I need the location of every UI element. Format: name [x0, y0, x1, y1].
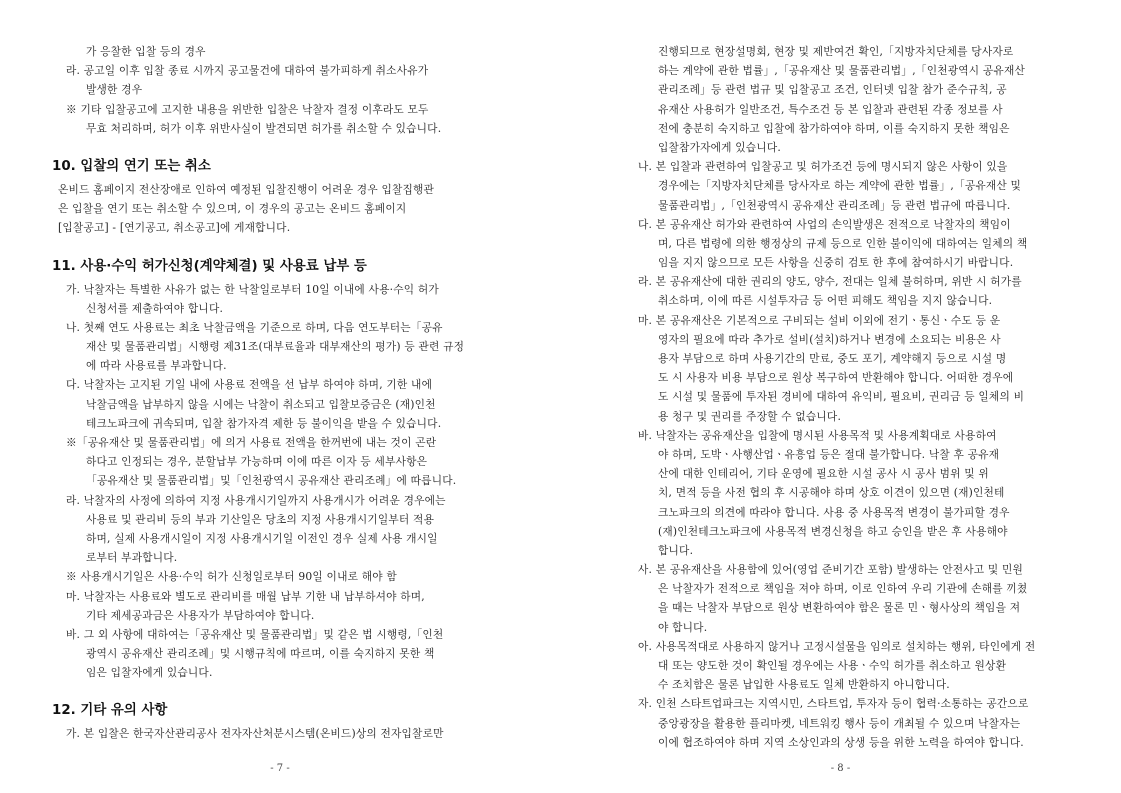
section-heading-11: 11. 사용·수익 허가신청(계약체결) 및 사용료 납부 등: [52, 258, 367, 274]
text-line: 용자 부담으로 하며 사용기간의 만료, 중도 포기, 계약해지 등으로 시설 명: [658, 352, 1007, 365]
text-line: 사용료 및 관리비 등의 부과 기산일은 당초의 지정 사용개시기일부터 적용: [86, 512, 435, 526]
text-line: 가 응찰한 입찰 등의 경우: [86, 45, 206, 58]
text-line: 낙찰금액을 납부하지 않을 시에는 낙찰이 취소되고 입찰보증금은 (재)인천: [86, 397, 436, 411]
text-line: 나. 본 입찰과 관련하여 입찰공고 및 허가조건 등에 명시되지 않은 사항이 있을: [638, 160, 1008, 174]
text-line: 관리조례」등 관련 법규 및 입찰공고 조건, 인터넷 입찰 참가 준수규칙, 공: [658, 83, 1007, 97]
text-line: 영자의 필요에 따라 추가로 설비(설치)하거나 변경에 소요되는 비용은 사: [658, 332, 1001, 346]
text-line: 재산 및 물품관리법」시행령 제31조(대부료율과 대부재산의 평가) 등 관련 규정: [86, 340, 465, 354]
section-heading-10: 10. 입찰의 연기 또는 취소: [52, 158, 211, 174]
text-line: 신청서를 제출하여야 합니다.: [86, 301, 224, 315]
text-line: 산에 대한 인테리어, 기타 운영에 필요한 시설 공사 시 공사 범위 및 위: [658, 467, 989, 481]
text-line: 바. 낙찰자는 공유재산을 입찰에 명시된 사용목적 및 사용계획대로 사용하여: [638, 428, 997, 442]
page-left: [0, 0, 560, 793]
text-line: 마. 낙찰자는 사용료와 별도로 관리비를 매월 납부 기한 내 납부하셔야 하며,: [66, 589, 425, 603]
text-line: 며, 다른 법령에 의한 행정상의 규제 등으로 인한 불이익에 대하여는 일체의 책: [658, 236, 1028, 250]
text-line: 아. 사용목적대로 사용하지 않거나 고정시설물을 임의로 설치하는 행위, 타인에게 전: [638, 639, 1036, 653]
text-line: 기타 제세공과금은 사용자가 부담하여야 합니다.: [86, 608, 315, 622]
text-line: 나. 첫째 연도 사용료는 최초 낙찰금액을 기준으로 하며, 다음 연도부터는「공유: [66, 320, 443, 334]
text-line: 중앙광장을 활용한 플리마켓, 네트워킹 행사 등이 개최될 수 있으며 낙찰자는: [658, 716, 1021, 730]
text-line: 테크노파크에 귀속되며, 입찰 참가자격 제한 등 불이익을 받을 수 있습니다.: [86, 416, 442, 430]
text-line: 라. 본 공유재산에 대한 권리의 양도, 양수, 전대는 일체 불허하며, 위반 시 허가를: [638, 275, 1022, 289]
text-line: ※ 기타 입찰공고에 고지한 내용을 위반한 입찰은 낙찰자 결정 이후라도 모두: [66, 102, 429, 116]
text-line: 대 또는 양도한 것이 확인될 경우에는 사용ㆍ수익 허가를 취소하고 원상환: [658, 659, 1007, 672]
text-line: 경우에는「지방자치단체를 당사자로 하는 계약에 관한 법률」,「공유재산 및: [658, 179, 1022, 193]
text-line: 임은 입찰자에게 있습니다.: [86, 666, 213, 680]
text-line: 을 때는 낙찰자 부담으로 원상 변환하여야 함은 물론 민ㆍ형사상의 책임을 져: [658, 601, 1021, 615]
text-line: 도 시설 및 물품에 투자된 경비에 대하여 유익비, 필요비, 권리금 등 일체의 비: [658, 390, 1025, 404]
text-line: 은 낙찰자가 전적으로 책임을 져야 하며, 이로 인하여 우리 기관에 손해를 끼쳤: [658, 582, 1028, 596]
text-line: 광역시 공유재산 관리조례」및 시행규칙에 따르며, 이를 숙지하지 못한 책: [86, 647, 435, 661]
page-number: - 7 -: [270, 763, 290, 774]
text-line: 「공유재산 및 물품관리법」및「인천광역시 공유재산 관리조례」에 따릅니다.: [86, 474, 457, 488]
text-line: 에 따라 사용료를 부과합니다.: [86, 359, 227, 373]
text-line: 다. 본 공유재산 허가와 관련하여 사업의 손익발생은 전적으로 낙찰자의 책임이: [638, 217, 1011, 231]
text-line: 하다고 인정되는 경우, 분할납부 가능하며 이에 따른 이자 등 세부사항은: [86, 455, 428, 469]
text-line: 다. 낙찰자는 고지된 기일 내에 사용료 전액을 선 납부 하여야 하며, 기한 내에: [66, 378, 433, 392]
page-right: [560, 0, 1121, 793]
text-line: ※ 사용개시기일은 사용·수익 허가 신청일로부터 90일 이내로 해야 함: [66, 570, 397, 584]
text-line: 하며, 실제 사용개시일이 지정 사용개시기일 이전인 경우 실제 사용 개시일: [86, 531, 438, 545]
text-line: 바. 그 외 사항에 대하여는「공유재산 및 물품관리법」및 같은 법 시행령,「인천: [66, 627, 444, 641]
text-line: 물품관리법」,「인천광역시 공유재산 관리조례」등 관련 법규에 따릅니다.: [658, 198, 1011, 212]
text-line: 수 조치함은 물론 납입한 사용료도 일체 반환하지 아니합니다.: [658, 678, 950, 692]
text-line: 마. 본 공유재산은 기본적으로 구비되는 설비 이외에 전기ㆍ통신ㆍ수도 등 운: [638, 313, 1001, 327]
text-line: 치, 면적 등을 사전 협의 후 시공해야 하며 상호 이견이 있으면 (재)인천테: [658, 486, 1005, 500]
text-line: 크노파크의 의견에 따라야 합니다. 사용 중 사용목적 변경이 불가피할 경우: [658, 505, 1010, 519]
text-line: 취소하며, 이에 따른 시설투자금 등 어떤 피해도 책임을 지지 않습니다.: [658, 294, 993, 308]
text-line: 발생한 경우: [86, 83, 143, 97]
text-line: ※「공유재산 및 물품관리법」에 의거 사용료 전액을 한꺼번에 내는 것이 곤란: [66, 436, 437, 449]
text-line: 임을 지지 않으므로 모든 사항을 신중히 검토 한 후에 참여하시기 바랍니다.: [658, 256, 1014, 270]
text-line: 전에 충분히 숙지하고 입찰에 참가하여야 하며, 이를 숙지하지 못한 책임은: [658, 121, 1010, 135]
text-line: 하는 계약에 관한 법률」,「공유재산 및 물품관리법」,「인천광역시 공유재산: [658, 64, 1026, 78]
text-line: (재)인천테크노파크에 사용목적 변경신청을 하고 승인을 받은 후 사용해야: [658, 524, 1008, 538]
text-line: 로부터 부과합니다.: [86, 551, 178, 565]
text-line: 자. 인천 스타트업파크는 지역시민, 스타트업, 투자자 등이 협력·소통하는 공간으로: [638, 697, 1029, 711]
text-line: 용 청구 및 권리를 주장할 수 없습니다.: [658, 409, 842, 423]
text-line: 사. 본 공유재산을 사용함에 있어(영업 준비기간 포함) 발생하는 안전사고 및 민원: [638, 563, 1024, 577]
text-line: 입찰참가자에게 있습니다.: [658, 140, 781, 154]
text-line: 야 합니다.: [658, 620, 708, 634]
text-line: 도 시 사용자 비용 부담으로 원상 복구하여 반환해야 합니다. 어떠한 경우에: [658, 371, 1014, 385]
text-line: 진행되므로 현장설명회, 현장 및 제반여건 확인,「지방자치단체를 당사자로: [658, 45, 1014, 58]
text-line: 은 입찰을 연기 또는 취소할 수 있으며, 이 경우의 공고는 온비드 홈페이지: [58, 202, 407, 216]
text-line: 유재산 사용허가 일반조건, 특수조건 등 본 입찰과 관련된 각종 정보를 사: [658, 102, 1003, 116]
section-heading-12: 12. 기타 유의 사항: [52, 703, 168, 719]
text-line: 가. 낙찰자는 특별한 사유가 없는 한 낙찰일로부터 10일 이내에 사용·수익 허가: [66, 282, 439, 296]
text-line: 온비드 홈페이지 전산장애로 인하여 예정된 입찰진행이 어려운 경우 입찰집행관: [58, 182, 435, 196]
text-line: 가. 본 입찰은 한국자산관리공사 전자자산처분시스템(온비드)상의 전자입찰로만: [66, 727, 444, 741]
text-line: 합니다.: [658, 543, 694, 557]
text-line: 무효 처리하며, 허가 이후 위반사실이 발견되면 허가를 취소할 수 있습니다.: [86, 121, 442, 135]
text-line: [입찰공고] - [연기공고, 취소공고]에 게재합니다.: [58, 221, 291, 235]
text-line: 야 하며, 도박ㆍ사행산업ㆍ유흥업 등은 절대 불가합니다. 낙찰 후 공유재: [658, 447, 1000, 461]
right-column: [624, 42, 1080, 752]
text-line: 라. 낙찰자의 사정에 의하여 지정 사용개시기일까지 사용개시가 어려운 경우에는: [66, 493, 446, 507]
page-number: - 8 -: [830, 763, 851, 774]
text-line: 이에 협조하여야 하며 지역 소상인과의 상생 등을 위한 노력을 하여야 합니다.: [658, 735, 1024, 749]
text-line: 라. 공고일 이후 입찰 종료 시까지 공고물건에 대하여 불가피하게 취소사유가: [66, 64, 429, 78]
left-column: [52, 42, 512, 744]
